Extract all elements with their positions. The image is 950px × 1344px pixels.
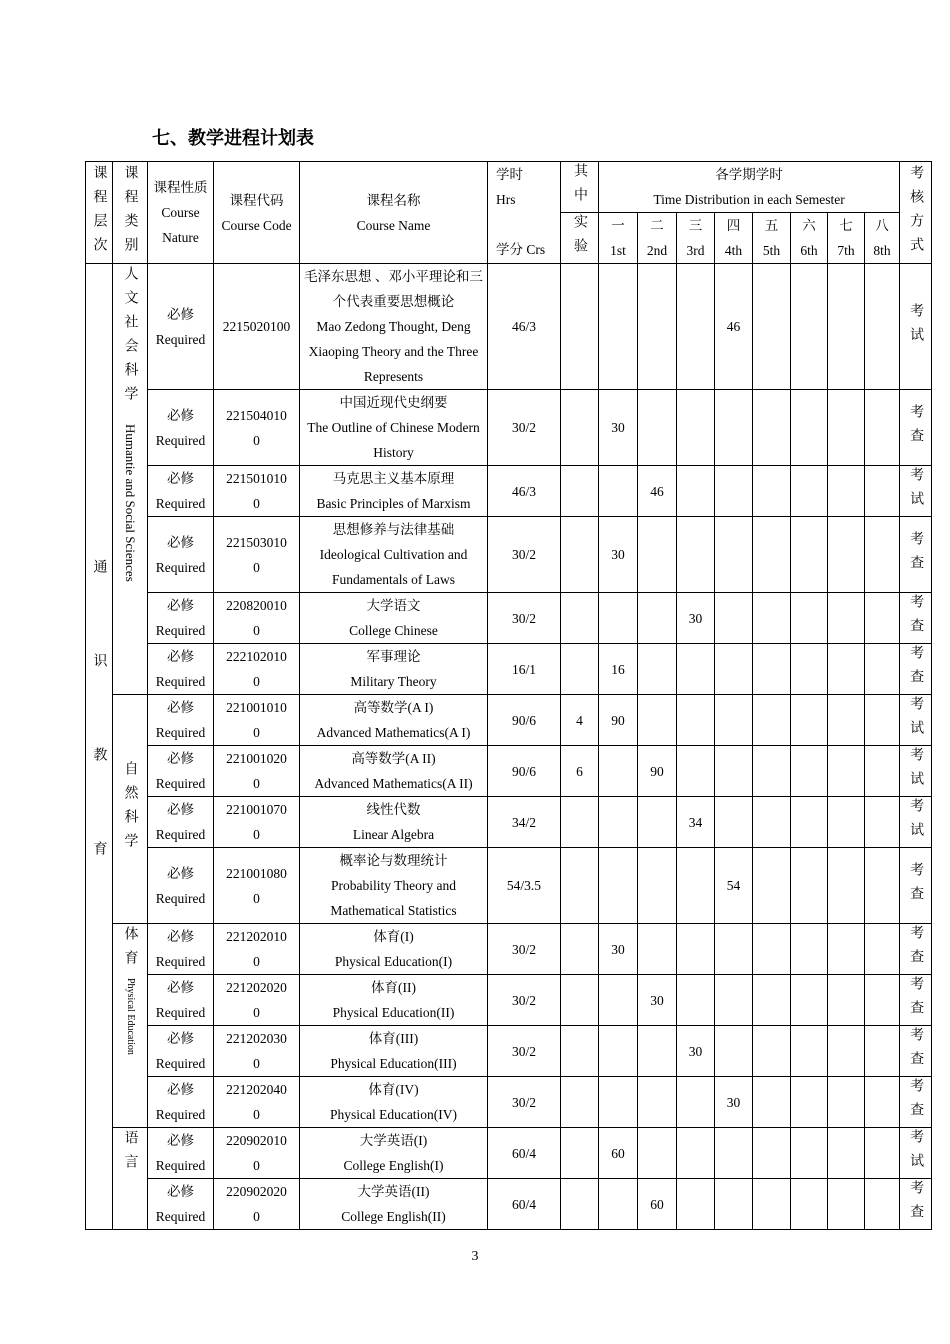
header-semester: 八 8th: [865, 213, 900, 264]
semester-hours: [828, 644, 865, 695]
semester-hours: [791, 695, 828, 746]
semester-hours: [677, 264, 715, 390]
exam-type: 考查: [900, 848, 932, 924]
course-hours: 30/2: [488, 975, 561, 1026]
semester-hours: [677, 644, 715, 695]
semester-hours: [828, 593, 865, 644]
course-name: 中国近现代史纲要 The Outline of Chinese Modern History: [300, 390, 488, 466]
semester-hours: [753, 466, 791, 517]
semester-hours: [828, 695, 865, 746]
course-nature: 必修 Required: [148, 466, 214, 517]
exam-type: 考查: [900, 390, 932, 466]
semester-hours: [638, 390, 677, 466]
course-nature: 必修 Required: [148, 1077, 214, 1128]
course-nature: 必修 Required: [148, 1128, 214, 1179]
semester-hours: [753, 924, 791, 975]
semester-hours: [599, 848, 638, 924]
semester-hours: [638, 848, 677, 924]
header-semester: 六 6th: [791, 213, 828, 264]
course-nature: 必修 Required: [148, 264, 214, 390]
semester-hours: [865, 593, 900, 644]
semester-hours: [715, 517, 753, 593]
header-semester: 五 5th: [753, 213, 791, 264]
semester-hours: [715, 1026, 753, 1077]
semester-hours: [791, 644, 828, 695]
course-code: 221202040 0: [214, 1077, 300, 1128]
course-nature: 必修 Required: [148, 924, 214, 975]
exam-type: 考试: [900, 746, 932, 797]
semester-hours: 60: [599, 1128, 638, 1179]
exam-type: 考查: [900, 1026, 932, 1077]
course-code: 222102010 0: [214, 644, 300, 695]
course-hours: 90/6: [488, 695, 561, 746]
exam-type: 考查: [900, 1179, 932, 1230]
course-nature: 必修 Required: [148, 975, 214, 1026]
table-row: [86, 1077, 932, 1128]
semester-hours: 30: [715, 1077, 753, 1128]
semester-hours: [791, 797, 828, 848]
semester-hours: [599, 466, 638, 517]
course-code: 221202010 0: [214, 924, 300, 975]
table-row: [86, 797, 932, 848]
semester-hours: [715, 975, 753, 1026]
course-lab: [561, 797, 599, 848]
course-name: 军事理论 Military Theory: [300, 644, 488, 695]
course-nature: 必修 Required: [148, 390, 214, 466]
header-distribution: 各学期学时 Time Distribution in each Semester: [599, 162, 900, 213]
semester-hours: [828, 746, 865, 797]
semester-hours: [677, 975, 715, 1026]
semester-hours: [865, 517, 900, 593]
course-code: 220902010 0: [214, 1128, 300, 1179]
semester-hours: [753, 975, 791, 1026]
course-name: 概率论与数理统计 Probability Theory and Mathematical Statistics: [300, 848, 488, 924]
semester-hours: 30: [638, 975, 677, 1026]
semester-hours: [753, 848, 791, 924]
semester-hours: [599, 797, 638, 848]
semester-hours: [715, 746, 753, 797]
semester-hours: [791, 975, 828, 1026]
course-lab: [561, 264, 599, 390]
exam-type: 考试: [900, 466, 932, 517]
semester-hours: [715, 797, 753, 848]
course-name: 思想修养与法律基础 Ideological Cultivation and Fundamentals of Laws: [300, 517, 488, 593]
course-lab: [561, 1179, 599, 1230]
semester-hours: [753, 1077, 791, 1128]
course-name: 线性代数 Linear Algebra: [300, 797, 488, 848]
table-row: [86, 1128, 932, 1179]
semester-hours: [791, 593, 828, 644]
course-code: 221001070 0: [214, 797, 300, 848]
semester-hours: [677, 1128, 715, 1179]
course-name: 大学语文 College Chinese: [300, 593, 488, 644]
semester-hours: [791, 1026, 828, 1077]
course-code: 221504010 0: [214, 390, 300, 466]
course-hours: 30/2: [488, 593, 561, 644]
course-lab: 6: [561, 746, 599, 797]
semester-hours: [753, 1128, 791, 1179]
exam-type: 考查: [900, 644, 932, 695]
semester-hours: 54: [715, 848, 753, 924]
semester-hours: [677, 848, 715, 924]
semester-hours: 30: [677, 593, 715, 644]
course-code: 2215020100: [214, 264, 300, 390]
semester-hours: [791, 517, 828, 593]
course-nature: 必修 Required: [148, 848, 214, 924]
semester-hours: [753, 644, 791, 695]
exam-type: 考查: [900, 593, 932, 644]
header-lab-top: 其中: [561, 162, 599, 213]
course-name: 体育(IV) Physical Education(IV): [300, 1077, 488, 1128]
semester-hours: [828, 390, 865, 466]
semester-hours: [828, 797, 865, 848]
semester-hours: [865, 1026, 900, 1077]
semester-hours: [865, 746, 900, 797]
semester-hours: [677, 695, 715, 746]
semester-hours: [638, 1128, 677, 1179]
course-name: 高等数学(A II) Advanced Mathematics(A II): [300, 746, 488, 797]
semester-hours: [599, 975, 638, 1026]
exam-type: 考查: [900, 1077, 932, 1128]
semester-hours: [865, 390, 900, 466]
semester-hours: [791, 746, 828, 797]
course-lab: [561, 390, 599, 466]
semester-hours: 30: [599, 390, 638, 466]
table-row: [86, 1026, 932, 1077]
exam-type: 考试: [900, 264, 932, 390]
header-semester: 七 7th: [828, 213, 865, 264]
exam-type: 考查: [900, 924, 932, 975]
exam-type: 考查: [900, 975, 932, 1026]
table-row: [86, 975, 932, 1026]
semester-hours: [791, 466, 828, 517]
semester-hours: [791, 264, 828, 390]
course-hours: 30/2: [488, 924, 561, 975]
course-nature: 必修 Required: [148, 593, 214, 644]
header-semester: 二 2nd: [638, 213, 677, 264]
semester-hours: [599, 264, 638, 390]
header-hours-credits: 学时 Hrs 学分 Crs: [488, 162, 561, 264]
course-code: 221001080 0: [214, 848, 300, 924]
course-lab: [561, 848, 599, 924]
semester-hours: 90: [599, 695, 638, 746]
course-nature: 必修 Required: [148, 746, 214, 797]
header-lab-bottom: 实验: [561, 213, 599, 264]
course-nature: 必修 Required: [148, 517, 214, 593]
page-title: 七、教学进程计划表: [152, 128, 314, 148]
exam-type: 考试: [900, 1128, 932, 1179]
exam-type: 考试: [900, 797, 932, 848]
course-name: 大学英语(I) College English(I): [300, 1128, 488, 1179]
semester-hours: [791, 390, 828, 466]
semester-hours: [753, 1026, 791, 1077]
course-hours: 16/1: [488, 644, 561, 695]
category-humanities: 人文社会科学 Humantie and Social Sciences: [113, 264, 148, 695]
course-name: 大学英语(II) College English(II): [300, 1179, 488, 1230]
course-nature: 必修 Required: [148, 797, 214, 848]
semester-hours: [599, 746, 638, 797]
semester-hours: [599, 1179, 638, 1230]
course-lab: [561, 466, 599, 517]
course-lab: [561, 1128, 599, 1179]
table-row: [86, 848, 932, 924]
course-lab: [561, 924, 599, 975]
category-natural: 自然科学: [113, 695, 148, 924]
semester-hours: [753, 264, 791, 390]
semester-hours: [828, 466, 865, 517]
category-language: 语言: [113, 1128, 148, 1230]
course-lab: [561, 593, 599, 644]
exam-type: 考试: [900, 695, 932, 746]
semester-hours: [677, 1077, 715, 1128]
semester-hours: [599, 593, 638, 644]
table-row: [86, 517, 932, 593]
semester-hours: [599, 1077, 638, 1128]
header-level: 课程层次: [86, 162, 113, 264]
semester-hours: 30: [599, 517, 638, 593]
course-hours: 30/2: [488, 517, 561, 593]
semester-hours: [865, 797, 900, 848]
semester-hours: [753, 797, 791, 848]
semester-hours: [677, 1179, 715, 1230]
semester-hours: 46: [638, 466, 677, 517]
table-row: [86, 1179, 932, 1230]
semester-hours: 60: [638, 1179, 677, 1230]
course-name: 体育(III) Physical Education(III): [300, 1026, 488, 1077]
course-code: 221501010 0: [214, 466, 300, 517]
semester-hours: [828, 517, 865, 593]
semester-hours: 30: [677, 1026, 715, 1077]
course-lab: [561, 517, 599, 593]
semester-hours: [753, 746, 791, 797]
course-lab: [561, 1077, 599, 1128]
course-code: 221202020 0: [214, 975, 300, 1026]
semester-hours: 34: [677, 797, 715, 848]
course-nature: 必修 Required: [148, 1026, 214, 1077]
semester-hours: [638, 924, 677, 975]
semester-hours: [638, 264, 677, 390]
semester-hours: [791, 1077, 828, 1128]
semester-hours: [638, 644, 677, 695]
semester-hours: [865, 924, 900, 975]
header-semester: 一 1st: [599, 213, 638, 264]
semester-hours: [753, 517, 791, 593]
table-row: [86, 924, 932, 975]
semester-hours: [677, 746, 715, 797]
course-hours: 90/6: [488, 746, 561, 797]
semester-hours: [865, 466, 900, 517]
exam-type: 考查: [900, 517, 932, 593]
semester-hours: [828, 975, 865, 1026]
header-name: 课程名称 Course Name: [300, 162, 488, 264]
semester-hours: [715, 1128, 753, 1179]
semester-hours: 46: [715, 264, 753, 390]
semester-hours: [715, 1179, 753, 1230]
semester-hours: 16: [599, 644, 638, 695]
table-row: [86, 390, 932, 466]
semester-hours: [638, 517, 677, 593]
semester-hours: [828, 1179, 865, 1230]
course-lab: [561, 1026, 599, 1077]
semester-hours: [865, 644, 900, 695]
category-pe: 体育 Physical Education: [113, 924, 148, 1128]
course-hours: 34/2: [488, 797, 561, 848]
page-number: 3: [471, 1249, 479, 1264]
semester-hours: [865, 1077, 900, 1128]
course-code: 220820010 0: [214, 593, 300, 644]
course-hours: 30/2: [488, 390, 561, 466]
semester-hours: [865, 1128, 900, 1179]
course-hours: 30/2: [488, 1026, 561, 1077]
semester-hours: [638, 593, 677, 644]
semester-hours: [753, 695, 791, 746]
table-row: [86, 746, 932, 797]
course-hours: 60/4: [488, 1179, 561, 1230]
semester-hours: [791, 924, 828, 975]
semester-hours: [638, 1026, 677, 1077]
semester-hours: [828, 1128, 865, 1179]
semester-hours: [828, 1077, 865, 1128]
table-row: [86, 695, 932, 746]
semester-hours: [599, 1026, 638, 1077]
level-cell: 通识教育: [86, 264, 113, 1230]
semester-hours: [753, 1179, 791, 1230]
semester-hours: [715, 593, 753, 644]
course-code: 221001010 0: [214, 695, 300, 746]
course-hours: 46/3: [488, 466, 561, 517]
course-lab: [561, 644, 599, 695]
course-nature: 必修 Required: [148, 1179, 214, 1230]
semester-hours: [638, 695, 677, 746]
header-exam: 考核方式: [900, 162, 932, 264]
semester-hours: [677, 517, 715, 593]
semester-hours: [828, 264, 865, 390]
course-code: 221001020 0: [214, 746, 300, 797]
course-code: 221503010 0: [214, 517, 300, 593]
semester-hours: [865, 695, 900, 746]
semester-hours: [791, 1179, 828, 1230]
semester-hours: [791, 848, 828, 924]
course-hours: 46/3: [488, 264, 561, 390]
semester-hours: [828, 1026, 865, 1077]
semester-hours: [865, 975, 900, 1026]
semester-hours: [638, 797, 677, 848]
table-row: [86, 264, 932, 390]
schedule-table: [85, 161, 932, 1230]
semester-hours: [828, 848, 865, 924]
semester-hours: [865, 264, 900, 390]
header-semester: 四 4th: [715, 213, 753, 264]
semester-hours: [753, 390, 791, 466]
semester-hours: [677, 390, 715, 466]
semester-hours: [715, 466, 753, 517]
header-category: 课程类别: [113, 162, 148, 264]
semester-hours: [828, 924, 865, 975]
semester-hours: [677, 466, 715, 517]
semester-hours: [715, 390, 753, 466]
semester-hours: [753, 593, 791, 644]
course-nature: 必修 Required: [148, 695, 214, 746]
semester-hours: [865, 1179, 900, 1230]
semester-hours: [677, 924, 715, 975]
course-nature: 必修 Required: [148, 644, 214, 695]
semester-hours: [791, 1128, 828, 1179]
table-row: [86, 466, 932, 517]
course-hours: 30/2: [488, 1077, 561, 1128]
course-name: 马克思主义基本原理 Basic Principles of Marxism: [300, 466, 488, 517]
semester-hours: [715, 695, 753, 746]
course-name: 体育(I) Physical Education(I): [300, 924, 488, 975]
course-hours: 54/3.5: [488, 848, 561, 924]
course-name: 体育(II) Physical Education(II): [300, 975, 488, 1026]
table-row: [86, 644, 932, 695]
semester-hours: [865, 848, 900, 924]
course-code: 221202030 0: [214, 1026, 300, 1077]
header-nature: 课程性质 Course Nature: [148, 162, 214, 264]
course-hours: 60/4: [488, 1128, 561, 1179]
course-name: 毛泽东思想 、邓小平理论和三个代表重要思想概论 Mao Zedong Thought, Deng Xiaoping Theory and the Three Represents: [300, 264, 488, 390]
semester-hours: 90: [638, 746, 677, 797]
semester-hours: [715, 644, 753, 695]
header-semester: 三 3rd: [677, 213, 715, 264]
course-code: 220902020 0: [214, 1179, 300, 1230]
semester-hours: [638, 1077, 677, 1128]
semester-hours: [715, 924, 753, 975]
semester-hours: 30: [599, 924, 638, 975]
course-name: 高等数学(A I) Advanced Mathematics(A I): [300, 695, 488, 746]
table-row: [86, 593, 932, 644]
header-code: 课程代码 Course Code: [214, 162, 300, 264]
course-lab: [561, 975, 599, 1026]
course-lab: 4: [561, 695, 599, 746]
